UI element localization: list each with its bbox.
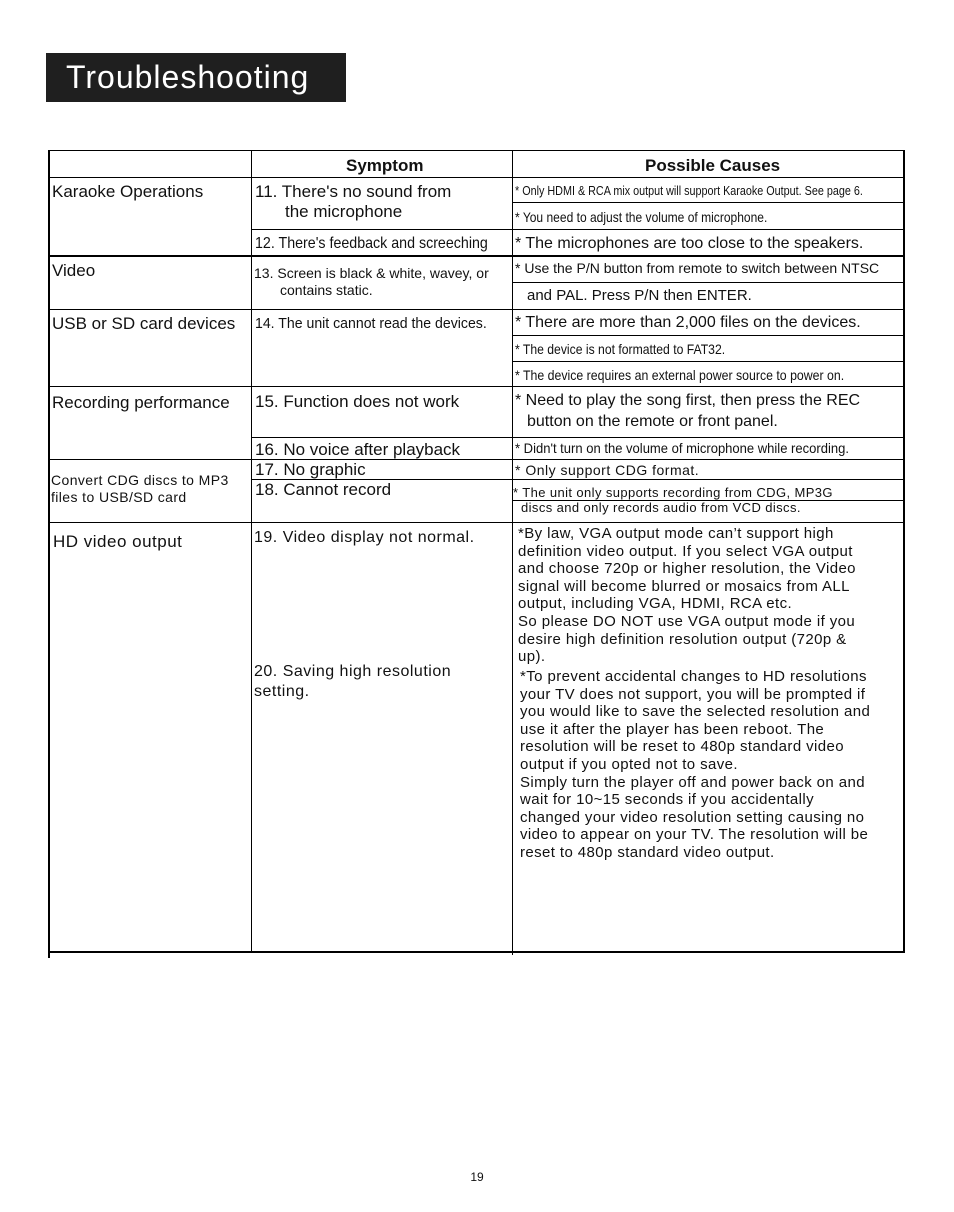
cause-divider: [512, 282, 905, 283]
row-divider: [251, 229, 905, 230]
symptom-17: 17. No graphic: [255, 460, 366, 479]
page-number: 19: [470, 1170, 484, 1184]
row-divider: [251, 437, 905, 438]
table-border-left: [48, 150, 50, 958]
category-cdg-line2: files to USB/SD card: [51, 489, 187, 505]
cause-12: * The microphones are too close to the speakers.: [515, 235, 864, 252]
symptom-13-cont: contains static.: [280, 282, 373, 298]
cause-18-cont: discs and only records audio from VCD discs.: [521, 500, 801, 515]
cause-11-hdmi: * Only HDMI & RCA mix output will support Karaoke Output. See page 6.: [515, 183, 863, 198]
cause-20: *To prevent accidental changes to HD resolutions your TV does not support, you will be prompted if you would like to save the selected resolution and use it after the player has been reboot. The resolution will be reset to 480p standard video output if you opted not to save. Simply turn the player off and power back on and wait for 10~15 seconds if you accidentally changed your video resolution setting causing no video to appear on your TV. The resolution will be reset to 480p standard video output.: [520, 668, 871, 861]
category-karaoke: Karaoke Operations: [52, 182, 204, 201]
table-border-top: [48, 150, 905, 151]
cause-14-power: * The device requires an external power source to power on.: [515, 367, 845, 383]
symptom-12: 12. There's feedback and screeching: [255, 235, 488, 252]
row-divider: [48, 459, 905, 460]
cause-11-volume: * You need to adjust the volume of microphone.: [515, 209, 768, 225]
symptom-15: 15. Function does not work: [255, 392, 460, 411]
header-possible-causes: Possible Causes: [645, 156, 781, 175]
cause-divider: [512, 361, 905, 362]
cause-13-cont: and PAL. Press P/N then ENTER.: [527, 287, 752, 304]
row-divider: [48, 309, 905, 310]
cause-15: * Need to play the song first, then press the REC: [515, 392, 861, 409]
page-title: Troubleshooting: [66, 59, 310, 95]
row-divider: [48, 386, 905, 387]
cause-17: * Only support CDG format.: [515, 462, 700, 478]
column-divider-symptom: [251, 150, 252, 953]
header-symptom: Symptom: [346, 156, 424, 175]
category-hd-video: HD video output: [53, 532, 183, 551]
cause-18: * The unit only supports recording from CDG, MP3G: [513, 485, 833, 500]
category-cdg-line1: Convert CDG discs to MP3: [51, 472, 229, 488]
cause-divider: [512, 335, 905, 336]
column-divider-causes: [512, 150, 513, 955]
cause-14-files: * There are more than 2,000 files on the devices.: [515, 314, 861, 331]
symptom-13: 13. Screen is black & white, wavey, or: [254, 265, 489, 281]
table-border-right: [903, 150, 905, 951]
cause-13: * Use the P/N button from remote to switch between NTSC: [515, 260, 880, 276]
symptom-20-cont: setting.: [254, 683, 310, 700]
table-border-bottom: [48, 951, 905, 953]
cause-15-cont: button on the remote or front panel.: [527, 413, 778, 430]
cause-divider: [512, 202, 905, 203]
header-divider: [48, 177, 905, 178]
row-divider: [48, 255, 905, 257]
category-recording: Recording performance: [52, 393, 230, 412]
symptom-20: 20. Saving high resolution: [254, 663, 452, 680]
symptom-11-cont: the microphone: [285, 202, 403, 221]
category-usb-sd: USB or SD card devices: [52, 314, 236, 333]
cause-16: * Didn't turn on the volume of microphone while recording.: [515, 440, 849, 456]
symptom-18: 18. Cannot record: [255, 480, 392, 499]
symptom-16: 16. No voice after playback: [255, 440, 461, 459]
symptom-19: 19. Video display not normal.: [254, 529, 475, 546]
symptom-14: 14. The unit cannot read the devices.: [255, 315, 487, 332]
cause-14-fat32: * The device is not formatted to FAT32.: [515, 341, 726, 357]
cause-19: *By law, VGA output mode can’t support high definition video output. If you select VGA output and choose 720p or higher resolution, the Video signal will become blurred or mosaics from ALL output, including VGA, HDMI, RCA etc. So please DO NOT use VGA output mode if you desire high definition resolution output (720p & up).: [518, 525, 856, 666]
symptom-11: 11. There's no sound from: [255, 182, 452, 201]
category-video: Video: [52, 261, 96, 280]
row-divider: [48, 522, 905, 523]
